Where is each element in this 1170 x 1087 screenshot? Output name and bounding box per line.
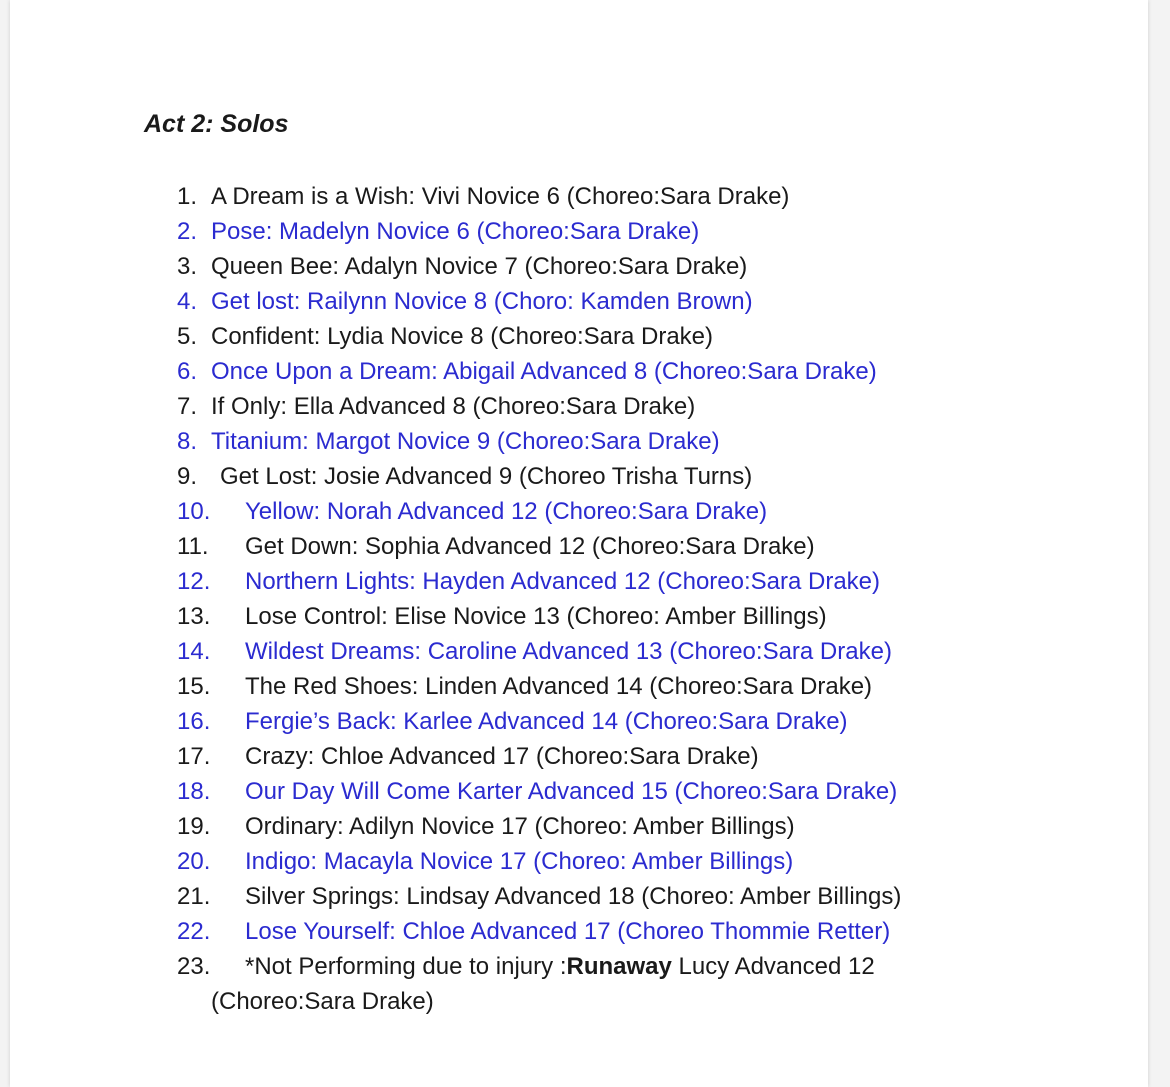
- list-item-number: 17.: [177, 743, 211, 770]
- list-item-number: 20.: [177, 848, 211, 875]
- list-item-number: 21.: [177, 883, 211, 910]
- list-item-text: [245, 949, 875, 984]
- dancer-info: Lucy Advanced 12: [671, 953, 875, 980]
- list-item-number: 6.: [177, 358, 198, 385]
- list-item-number: 19.: [177, 813, 211, 840]
- list-item-number: 10.: [177, 498, 211, 525]
- list-item-text: Indigo: Macayla Novice 17 (Choreo: Amber Billings): [245, 848, 794, 875]
- list-item-text: Titanium: Margot Novice 9 (Choreo:Sara Drake): [211, 428, 720, 455]
- list-item-text: Our Day Will Come Karter Advanced 15 (Choreo:Sara Drake): [245, 778, 898, 805]
- page-title: Act 2: Solos: [144, 110, 289, 138]
- list-item-text: If Only: Ella Advanced 8 (Choreo:Sara Drake): [211, 393, 696, 420]
- list-item-text: Silver Springs: Lindsay Advanced 18 (Choreo: Amber Billings): [245, 883, 902, 910]
- list-item-text: A Dream is a Wish: Vivi Novice 6 (Choreo:Sara Drake): [211, 183, 790, 210]
- list-item-text: Crazy: Chloe Advanced 17 (Choreo:Sara Drake): [245, 743, 759, 770]
- list-item-number: 3.: [177, 253, 198, 280]
- list-item-text: Get Lost: Josie Advanced 9 (Choreo Trisha Turns): [220, 463, 753, 490]
- list-item-text: Lose Control: Elise Novice 13 (Choreo: Amber Billings): [245, 603, 827, 630]
- list-item-text: Once Upon a Dream: Abigail Advanced 8 (Choreo:Sara Drake): [211, 358, 877, 385]
- routine-title-bold: Runaway: [566, 953, 672, 980]
- list-item-text: Northern Lights: Hayden Advanced 12 (Choreo:Sara Drake): [245, 568, 881, 595]
- list-item-text: Get Down: Sophia Advanced 12 (Choreo:Sara Drake): [245, 533, 815, 560]
- list-item-number: 23.: [177, 953, 211, 980]
- list-item-text: Queen Bee: Adalyn Novice 7 (Choreo:Sara Drake): [211, 253, 748, 280]
- document-page: [10, 0, 1148, 1087]
- list-item-number: 22.: [177, 918, 211, 945]
- list-item-number: 12.: [177, 568, 211, 595]
- list-item-text: Yellow: Norah Advanced 12 (Choreo:Sara Drake): [245, 498, 768, 525]
- list-item-number: 2.: [177, 218, 198, 245]
- list-item-number: 16.: [177, 708, 211, 735]
- list-item-text: Confident: Lydia Novice 8 (Choreo:Sara Drake): [211, 323, 714, 350]
- list-item-text: Fergie’s Back: Karlee Advanced 14 (Choreo:Sara Drake): [245, 708, 848, 735]
- list-item-number: 7.: [177, 393, 198, 420]
- list-item-number: 9.: [177, 463, 198, 490]
- list-item-number: 15.: [177, 673, 211, 700]
- list-item-text: Pose: Madelyn Novice 6 (Choreo:Sara Drake): [211, 218, 700, 245]
- list-item-number: 11.: [177, 533, 209, 560]
- list-item-text: Lose Yourself: Chloe Advanced 17 (Choreo Thommie Retter): [245, 918, 891, 945]
- list-item-number: 18.: [177, 778, 211, 805]
- list-item-text-continued: (Choreo:Sara Drake): [211, 988, 434, 1015]
- list-item-number: 14.: [177, 638, 211, 665]
- list-item-number: 8.: [177, 428, 198, 455]
- list-item-number: 1.: [177, 183, 198, 210]
- list-item-number: 13.: [177, 603, 211, 630]
- list-item-text: Wildest Dreams: Caroline Advanced 13 (Choreo:Sara Drake): [245, 638, 892, 665]
- list-item-text: Get lost: Railynn Novice 8 (Choro: Kamden Brown): [211, 288, 753, 315]
- list-item-number: 4.: [177, 288, 198, 315]
- list-item-number: 5.: [177, 323, 198, 350]
- injury-note: *Not Performing due to injury :: [245, 953, 567, 980]
- list-item-text: The Red Shoes: Linden Advanced 14 (Choreo:Sara Drake): [245, 673, 873, 700]
- list-item-text: Ordinary: Adilyn Novice 17 (Choreo: Amber Billings): [245, 813, 795, 840]
